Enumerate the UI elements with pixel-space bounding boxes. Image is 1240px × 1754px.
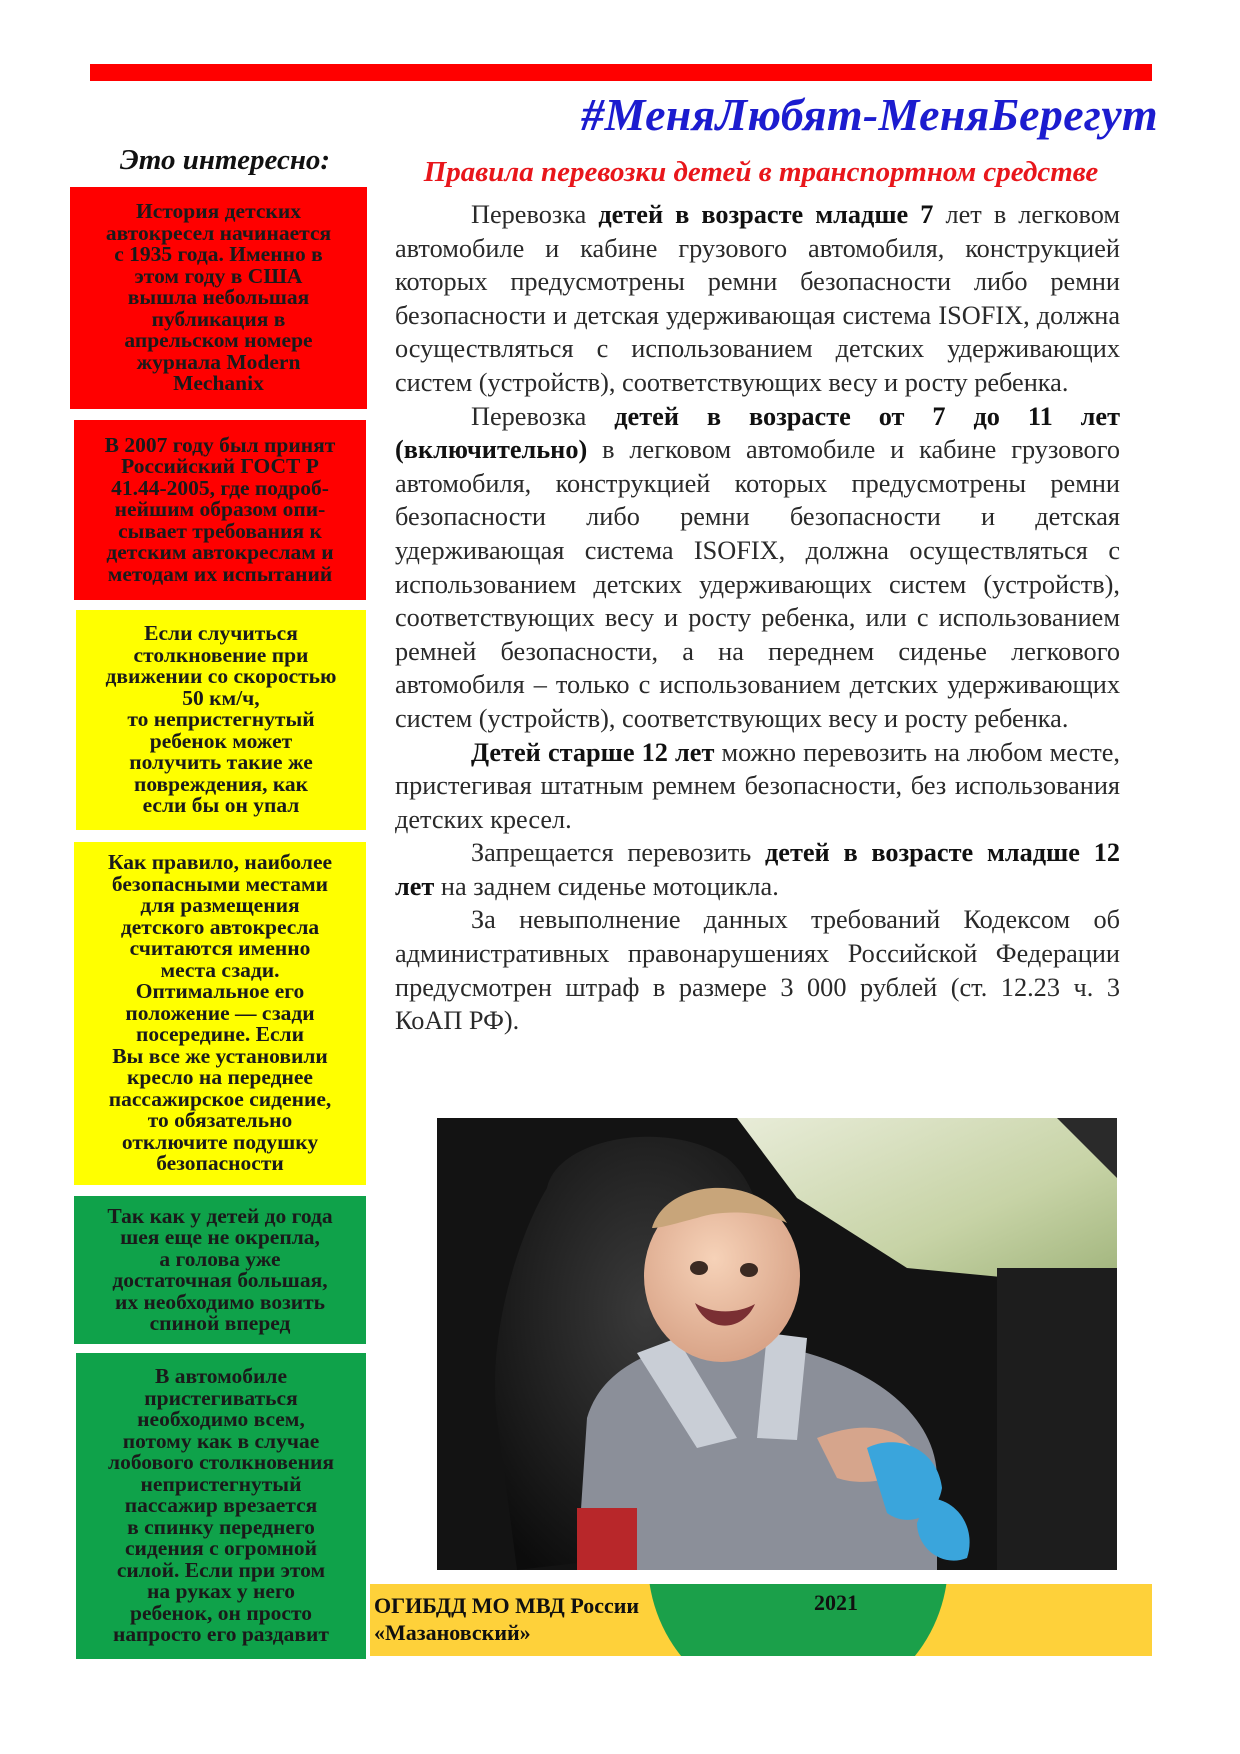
fact-box-gost <box>74 420 366 600</box>
footer-year: 2021 <box>814 1590 858 1615</box>
fact-box-infants <box>74 1196 366 1344</box>
paragraph-motorcycle: Запрещается перевозить детей в возрасте младше 12 лет на заднем сиденье мотоцикла. <box>395 838 1120 901</box>
fact-box-collision <box>76 610 366 830</box>
footer-green-arc <box>648 1584 948 1656</box>
fact-text: Так как у детей до года шея еще не окрепла, а голова уже достаточная большая, их необходимо возить спиной вперед <box>107 1203 333 1335</box>
paragraph-7-to-11: Перевозка детей в возрасте от 7 до 11 лет (включительно) в легковом автомобиле и кабине грузового автомобиля, конструкцией которых предусмотрены ремни безопасности либо ремни безопасности и детская удерживающая система ISOFIX, должна осуществляться с использованием детских удерживающих систем (устройств), соответствующих весу и росту ребенка, или с использованием ремней безопасности, а на переднем сиденье легкового автомобиля – только с использованием детских удерживающих систем (устройств), соответствующих весу и росту ребенка. <box>395 401 1120 733</box>
fact-text: Как правило, наиболее безопасными местами для размещения детского автокресла считаются именно места сзади. Оптимальное его положение — сзади посередине. Если Вы все же установили кресло на переднее пассажирское сидение, то обязательно отключите подушку безопасности <box>107 850 333 1176</box>
sidebar-heading: Это интересно: <box>119 144 331 176</box>
fact-box-seatbelts <box>76 1353 366 1659</box>
hashtag-title: #МеняЛюбят-МеняБерегут <box>581 89 1158 140</box>
paragraph-fine: За невыполнение данных требований Кодексом об административных правонарушениях Российской Федерации предусмотрен штраф в размере 3 000 рублей (ст. 12.23 ч. 3 КоАП РФ). <box>395 905 1120 1036</box>
fact-text: Если случиться столкновение при движении со скоростью 50 км/ч, то непристегнутый ребенок может получить такие же повреждения, как если бы он упал <box>105 621 337 818</box>
paragraph-over-12: Детей старше 12 лет можно перевозить на любом месте, пристегивая штатным ремнем безопасности, без использования детских кресел. <box>395 737 1120 834</box>
fact-text: В 2007 году был принят Российский ГОСТ Р 41.44-2005, где подроб- нейшим образом опи- сывает требования к детским автокреслам и методам их испытаний <box>104 432 336 586</box>
fact-text: В автомобиле пристегиваться необходимо всем, потому как в случае лобового столкновения непристегнутый пассажир врезается в спинку переднего сидения с огромной силой. Если при этом на руках у него ребенок, он просто напросто его раздавит <box>108 1364 334 1647</box>
article-title: Правила перевозки детей в транспортном средстве <box>423 156 1099 188</box>
footer-organization: ОГИБДД МО МВД России «Мазановский» <box>374 1593 640 1645</box>
article-body <box>395 198 1120 1038</box>
child-car-seat-illustration <box>437 1118 1117 1570</box>
fact-box-safe-places <box>74 842 366 1185</box>
footer-banner <box>370 1584 1152 1656</box>
paragraph-under-7: Перевозка детей в возрасте младше 7 лет в легковом автомобиле и кабине грузового автомобиля, конструкцией которых предусмотрены ремни безопасности либо ремни безопасности и детская удерживающая система ISOFIX, должна осуществляться с использованием детских удерживающих систем (устройств), соответствующих весу и росту ребенка. <box>395 200 1121 397</box>
fact-box-history <box>70 187 367 409</box>
top-red-bar <box>90 64 1152 81</box>
fact-text: История детских автокресел начинается с 1935 года. Именно в этом году в США вышла небольшая публикация в апрельском номере журнала Modern Mechanix <box>105 199 332 396</box>
child-car-seat-photo <box>437 1118 1117 1570</box>
